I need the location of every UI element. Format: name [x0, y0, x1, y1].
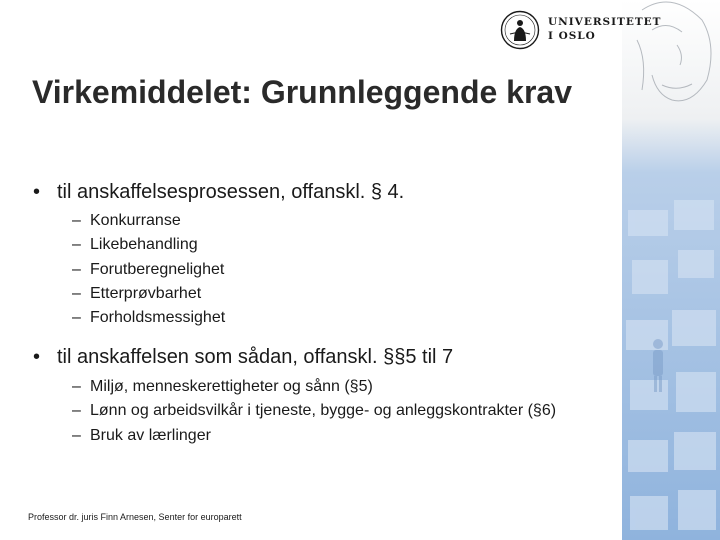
sub-item: – Lønn og arbeidsvilkår i tjeneste, bygge- og anleggskontrakter (§6)	[72, 402, 557, 420]
bullet-text: til anskaffelsesprosessen, offanskl. § 4.	[57, 181, 405, 203]
bullet-item	[33, 180, 404, 204]
sub-list	[72, 375, 556, 448]
decorative-side-strip	[622, 0, 720, 540]
sub-item: – Bruk av lærlinger	[72, 426, 211, 444]
sub-item: – Konkurranse	[72, 212, 181, 229]
sub-item: – Forutberegnelighet	[72, 260, 225, 278]
university-seal-icon	[500, 10, 540, 50]
sub-list	[72, 209, 225, 330]
bullet-marker: •	[33, 346, 41, 368]
sub-item: – Forholdsmessighet	[72, 309, 226, 327]
bullet-item	[33, 345, 453, 369]
university-name-line1: UNIVERSITETET	[548, 16, 662, 28]
sub-item: – Miljø, menneskerettigheter og sånn (§5)	[72, 378, 373, 395]
university-logo	[500, 10, 662, 50]
slide-footer: Professor dr. juris Finn Arnesen, Senter for europarett	[28, 512, 242, 522]
sub-item: – Etterprøvbarhet	[72, 284, 202, 302]
bullet-text: til anskaffelsen som sådan, offanskl. §§5 til 7	[57, 346, 454, 368]
slide-title: Virkemiddelet: Grunnleggende krav	[32, 74, 573, 110]
university-name-line2: I OSLO	[548, 30, 596, 42]
university-name	[548, 15, 661, 43]
sub-item: – Likebehandling	[72, 236, 198, 254]
bullet-marker: •	[33, 181, 41, 203]
